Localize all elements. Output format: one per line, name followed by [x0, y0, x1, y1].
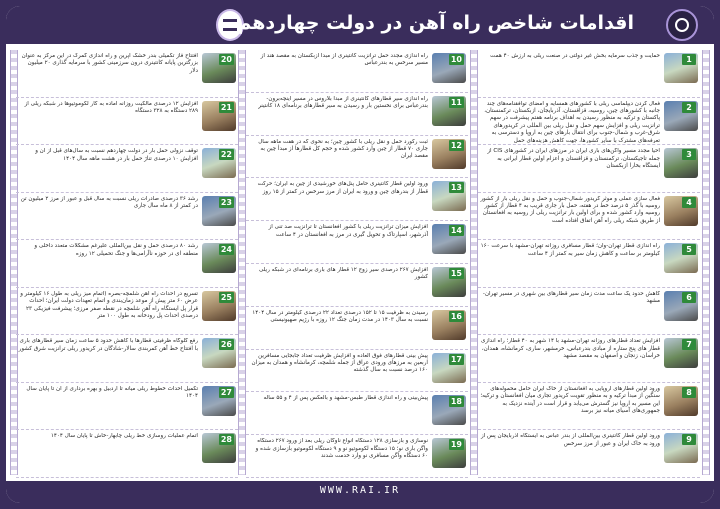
column-middle	[246, 50, 468, 478]
page-title: اقدامات شاخص راه آهن در دولت چهاردهم	[237, 12, 634, 34]
railway-photo-thumbnail	[202, 148, 236, 178]
item-description: راه اندازی مجدد حمل ترانزیت کانتینری از مبدا ازبکستان به مقصد هند از مسیر سرخس به بندرعباس	[260, 53, 428, 67]
item-number-badge: 2	[682, 102, 696, 113]
item-number-badge: 20	[220, 55, 232, 64]
railway-photo-thumbnail	[202, 386, 236, 416]
column-left	[16, 50, 238, 478]
item-description: رشد ۳۶ درصدی صادرات ریلی نسبت به سال قبل و عبور از مرز ۲ میلیون تن در کمتر از ۸ ماه سال جاری	[20, 195, 198, 210]
item-description: افزایش تعداد قطارهای روزانه تهران-مشهد با ۱۴ شهر به ۴۰ قطار؛ راه اندازی قطار های پنج ستاره از مبادی بندرعباس، خرمشهر، ساری، کرمانشاه، همدان، خراسان، زنجان و اصفهان به مقصد مشهد	[481, 338, 660, 360]
railway-photo-thumbnail	[202, 101, 236, 131]
item-number-badge: 16	[450, 311, 462, 321]
achievement-item	[478, 335, 700, 383]
achievement-item	[478, 145, 700, 193]
item-description: پیش بینی قطارهای فوق العاده و افزایش ظرفیت تعداد جابجایی مسافرین اربعین به مرزهای ورودی عراق از جمله شلمچه، کرمانشاه و همدان به میزان ۱۶۰ درصد نسبت به سال گذشته	[251, 352, 428, 374]
railway-photo-thumbnail	[664, 101, 698, 131]
item-description: راه اندازی سیر قطارهای کانتینری از مبدا بلاروس در مسیر اینچه‌برون-بندرعباس برای نخستین بار و رسیدن به سیر قطارهای برنامه‌ای ۱۸ کانتینر	[258, 95, 428, 110]
item-description: راه اندازی قطار تهران-وان؛ قطار مسافری روزانه تهران-مشهد با سرعت ۱۶۰ کیلومتر بر ساعت و کاهش زمان سیر به کمتر از ۴ ساعت	[480, 243, 660, 257]
item-description: رسیدن به ظرفیت ۱۵ تا ۱۵۲ درصدی تعداد ۲۲ درصدی کیلومتر در سال ۱۴۰۴ نسبت به سال ۱۴۰۳ در مدت زمان جنگ ۱۲ روزه با رژیم صهیونیستی	[252, 309, 428, 324]
achievement-item	[246, 350, 468, 393]
achievement-item	[246, 435, 468, 478]
achievement-item	[478, 193, 700, 241]
item-number-badge: 23	[220, 197, 232, 207]
item-description: رشد ۸۰ درصدی حمل و نقل بین‌المللی علیرغم مشکلات متعدد داخلی و منطقه ای در حوزه ناآرامی‌ها و جنگ تحمیلی ۱۲ روزه	[34, 243, 198, 257]
item-description: احیا مجدد مسیر واگن‌های باری ایران در مرزهای ایران در کشورهای CIS از جمله تاجیکستان، ترکمنستان و قزاقستان و اعزام اولین قطار ایرانی به ایستگاه بخارا ازبکستان	[487, 148, 660, 169]
railway-photo-thumbnail	[664, 386, 698, 416]
achievement-item	[478, 98, 700, 146]
item-number-badge: 5	[682, 244, 696, 255]
railway-photo-thumbnail	[202, 338, 236, 368]
achievement-item	[246, 221, 468, 264]
website-link[interactable]: WWW.RAI.IR	[319, 485, 401, 496]
item-number-badge: 24	[220, 245, 232, 255]
item-number-badge: 27	[220, 387, 232, 397]
achievement-item	[478, 383, 700, 431]
railway-photo-thumbnail	[432, 267, 466, 297]
achievement-item	[246, 392, 468, 435]
item-description: اتمام عملیات روسازی خط ریلی چابهار-خاش تا پایان سال ۱۴۰۴	[50, 433, 198, 440]
achievement-item	[246, 307, 468, 350]
footer-bar	[6, 481, 714, 503]
item-description: تسریع در احداث راه آهن شلمچه-بصره (اتمام میز ریلی به طول ۱۶ کیلومتر و عرض ۶۰ متر پیش از موعد زمان‌بندی و اتمام تعهدات دولت ایران؛ احداث قرار پل ایستگاه راه آهن شلمچه در نقطه صفر مرزی؛ پیشرفت فیزیکی ۲۳ درصدی احداث پل رودخانه به طول ۱۰۰ متر	[20, 290, 198, 319]
achievement-item	[16, 145, 238, 193]
item-number-badge: 25	[220, 292, 232, 302]
item-description: فعال کردن دیپلماسی ریلی با کشورهای همسایه و امضای توافقنامه‌های چند جانبه با کشورهای چین، روسیه، قزاقستان، آذربایجان، ازبکستان، ترکمنستان، پاکستان و ترکیه به منظور رسیدن به اهداف برنامه هفتم پیشرفت در سهم ترانزیت ریلی و افزایش سهم حمل و نقل ریلی بین المللی در کریدورهای شرق-غرب و شمال-جنوب برای انتقال بارهای چین به اروپا و دسترسی به تعرفه‌های مشترک با سایر کشورها، جهت کاهش هزینه‌های حمل	[484, 100, 660, 144]
item-number-badge: 8	[682, 387, 696, 398]
railway-photo-thumbnail	[202, 53, 236, 83]
item-number-badge: 18	[450, 397, 462, 407]
item-description: پیش‌بینی و راه اندازی قطار طبس-مشهد و بالعکس پس از ۴ و ۵۵ ساله	[263, 395, 428, 402]
item-number-badge: 6	[682, 292, 696, 303]
achievement-item	[16, 193, 238, 241]
column-right	[478, 50, 700, 478]
railway-photo-thumbnail	[664, 433, 698, 463]
achievement-item	[246, 93, 468, 136]
item-description: افتتاح فاز تکمیلی بندر خشک آپرین و راه اندازی گمرک در این مرکز به عنوان بزرگترین پایانه کانتینری درون سرزمینی کشور با سرمایه گذاری ۲۰ میلیون دلار	[21, 53, 198, 74]
infographic-frame	[6, 6, 714, 503]
government-emblem-icon	[666, 9, 698, 41]
achievement-item	[16, 240, 238, 288]
achievement-item	[478, 430, 700, 478]
railway-photo-thumbnail	[432, 353, 466, 383]
railway-photo-thumbnail	[202, 196, 236, 226]
item-description: افزایش ۲۶۷ درصدی سیر زوج ۱۲ قطار های باری برنامه‌ای در شبکه ریلی کشور	[259, 267, 428, 281]
railway-photo-thumbnail	[432, 438, 466, 468]
item-description: ورود اولین قطارهای اروپایی به افغانستان از خاک ایران حامل محموله‌های سنگین از مبدأ ترکیه و به منظور تقویت کریدور تجاری میان افغانستان و ترکیه؛ این مسیر به اروپا نیز گسترش می‌یابد و قرار است در آینده نزدیک به جمهوری‌های آسیای میانه نیز برسد	[480, 385, 660, 415]
item-number-badge: 1	[682, 54, 696, 65]
item-number-badge: 19	[450, 440, 462, 450]
achievement-item	[16, 288, 238, 336]
railway-photo-thumbnail	[432, 310, 466, 340]
railway-photo-thumbnail	[432, 139, 466, 169]
item-description: افزایش ۱۲ درصدی مالکیت روزانه آماده به کار لکوموتیوها در شبکه ریلی از ۲۸۹ دستگاه به ۳۲۸ دستگاه	[24, 100, 198, 114]
railway-photo-thumbnail	[664, 53, 698, 83]
item-description: ثبت رکورد حمل و نقل ریلی با کشور چین؛ به نحوی که در هفت ماهه سال جاری ۷۰ قطار از چین وارد کشور شده و حجم کل قطارها از مبدأ چین به مقصد ایران	[258, 138, 428, 160]
achievement-item	[246, 50, 468, 93]
achievement-item	[246, 264, 468, 307]
achievement-item	[16, 383, 238, 431]
rail-track-divider	[470, 50, 478, 475]
item-description: فعال سازی عملی و موثر کریدور شمال-جنوب و حمل و نقل ریلی بار از کشور روسیه با گذر ۵ درصد خط در هفته، حمل بار جاری قریب به ۴ قطار از کشور روسیه وارد کشور شده و برای اولین بار ترانزیت ریلی از روسیه به افغانستان از طریق شبکه ریلی راه آهن اتفاق افتاده است	[480, 195, 660, 224]
item-number-badge: 12	[450, 140, 462, 150]
item-number-badge: 10	[450, 55, 462, 64]
railway-photo-thumbnail	[664, 291, 698, 321]
achievement-item	[246, 178, 468, 221]
railway-photo-thumbnail	[432, 96, 466, 126]
item-number-badge: 9	[682, 434, 696, 445]
item-number-badge: 13	[450, 183, 462, 193]
item-description: ورود اولین قطار کانتینری حامل پنل‌های خورشیدی از چین به ایران؛ حرکت قطار از بندرهای چین و ورود به ایران از مرز سرخس در کمتر از ۱۵ روز	[257, 181, 428, 195]
achievement-item	[16, 98, 238, 146]
railway-photo-thumbnail	[664, 338, 698, 368]
achievement-item	[16, 335, 238, 383]
item-number-badge: 15	[450, 269, 462, 278]
item-description: کاهش حدود یک ساعت مدت زمان سیر قطارهای بین شهری در مسیر تهران-مشهد	[482, 290, 660, 305]
item-number-badge: 22	[220, 150, 232, 160]
item-number-badge: 3	[682, 149, 696, 160]
item-description: ورود اولین قطار کانتینری بین‌المللی از بندر عباس به ایستگاه آذربایجان پس از ورود به خاک ایران و عبور از مرز سرخس	[480, 433, 660, 447]
item-description: نوسازی و بازسازی ۱۲۸ دستگاه انواع ناوگان ریلی بعد از ورود ۲۶۷ دستگاه واگن باری نو؛ ۱۵ دستگاه لکوموتیو نو و ۹ دستگاه لکوموتیو بازسازی شده و ۶۰ دستگاه واگن مسافری نو وارد خدمت شدند	[255, 438, 428, 459]
railway-photo-thumbnail	[432, 395, 466, 425]
header-bar	[6, 6, 714, 44]
item-description: حمایت و جذب سرمایه بخش غیر دولتی در صنعت ریلی به ارزش ۴۰ همت	[490, 53, 660, 59]
achievement-item	[478, 288, 700, 336]
achievement-item	[478, 240, 700, 288]
achievement-item	[246, 136, 468, 179]
item-number-badge: 4	[682, 197, 696, 208]
railway-photo-thumbnail	[664, 196, 698, 226]
item-description: توقف نزولی حمل بار در دولت چهاردهم نسبت به سال‌های قبل از آن و افزایش ۱۰ درصدی تناژ حمل بار در هشت ماهه سال ۱۴۰۴	[35, 148, 198, 162]
railway-photo-thumbnail	[432, 181, 466, 211]
item-number-badge: 21	[220, 102, 232, 112]
railway-photo-thumbnail	[202, 291, 236, 321]
item-number-badge: 28	[220, 435, 232, 445]
railway-photo-thumbnail	[664, 243, 698, 273]
item-number-badge: 26	[220, 340, 232, 350]
item-number-badge: 14	[450, 226, 462, 236]
railway-photo-thumbnail	[202, 433, 236, 463]
railway-photo-thumbnail	[664, 148, 698, 178]
item-description: افزایش میزان ترانزیت ریلی با کشور افغانستان تا ترانزیت صد تنی از آذرشهر، اسپارتاک و تحویل گیری در مرز به افغانستان در ۴ ساعت	[268, 224, 428, 238]
achievement-item	[16, 430, 238, 478]
achievement-item	[478, 50, 700, 98]
railway-photo-thumbnail	[202, 243, 236, 273]
item-description: رفع گلوگاه ظرفیتی قطارها با کاهش حدود ۵ ساعت زمان سیر قطارهای باری با افتتاح خط آهن کمربندی سالار-شادگان در کریدور ریلی ترانزیت شرق کشور	[18, 338, 198, 352]
rail-track-divider	[702, 50, 710, 475]
rail-track-divider	[238, 50, 246, 475]
item-number-badge: 7	[682, 339, 696, 350]
item-number-badge: 17	[450, 354, 462, 364]
item-description: تکمیل احداث خطوط ریلی میانه تا اردبیل و بهره برداری از آن تا پایان سال ۱۴۰۴	[26, 385, 198, 400]
item-number-badge: 11	[450, 97, 462, 107]
achievement-item	[16, 50, 238, 98]
railway-photo-thumbnail	[432, 224, 466, 254]
railway-photo-thumbnail	[432, 53, 466, 83]
